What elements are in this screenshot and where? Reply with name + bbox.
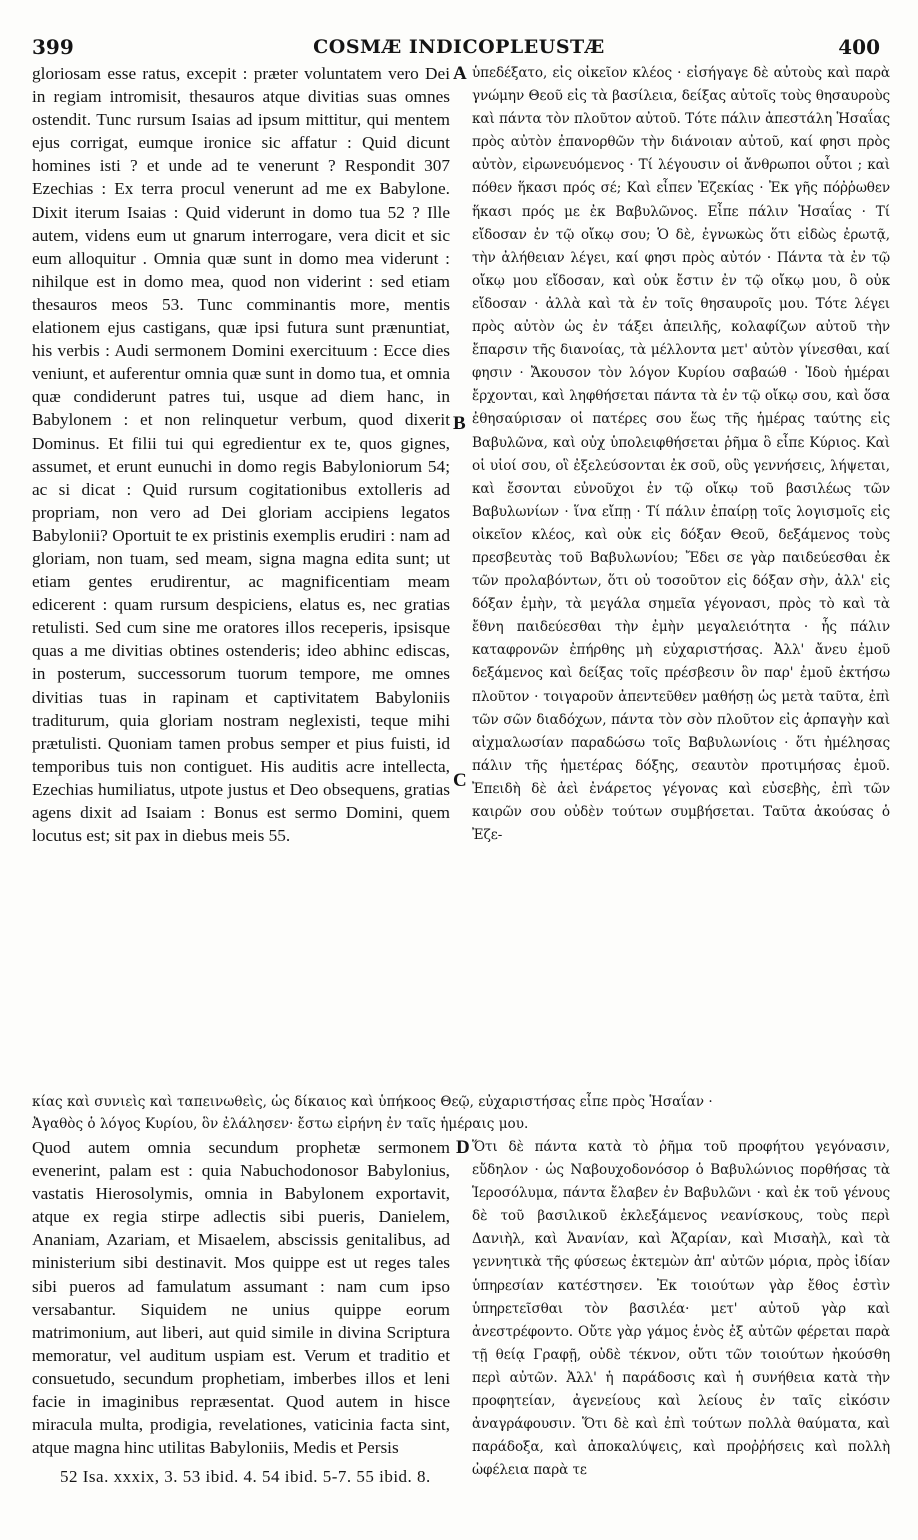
greek-spanning-line-2: Ἀγαθὸς ὁ λόγος Κυρίου, ὃν ἐλάλησεν· ἔστω εἰρήνη ἐν ταῖς ἡμέραις μου. — [32, 1116, 529, 1132]
greek-spanning-line-1: κίας καὶ συνιεὶς καὶ ταπεινωθεὶς, ὡς δίκαιος καὶ ὑπήκοος Θεῷ, εὐχαριστήσας εἶπε πρὸς Ἡσαΐαν · — [32, 1094, 713, 1110]
margin-letter-b: B — [453, 413, 466, 434]
latin-text-section-2: Quod autem omnia secundum prophetæ sermonem evenerint, palam est : quia Nabuchodonosor Babylonius, vastatis Hierosolymis, omnia in Babylonem exportavit, atque ex regia stirpe adlectis sibi pueris, Danielem, Ananiam, Azariam, et Misaelem, abscissis genitalibus, ad ministerium sibi destinavit. Mos quippe est ut reges tales sibi pueros ad famulatum assumant : nam cum ipso versabantur. Siquidem ne unius quippe eorum matrimonium, aut liberi, aut quid simile in divina Scriptura memoratur, vel auditum uspiam est. Verum et traditio et consuetudo, secundum prophetiam, imberbes illos et leni facie in imaginibus repræsentat. Quod autem in hisce miracula multa, prodigia, revelationes, vaticinia facta sint, atque magna hinc utilitas Babyloniis, Medis et Persis — [32, 1138, 450, 1458]
latin-column-section-2 — [32, 1136, 450, 1456]
greek-text-section-2: Ὅτι δὲ πάντα κατὰ τὸ ῥῆμα τοῦ προφήτου γεγόνασιν, εὔδηλον · ὡς Ναβουχοδονόσορ ὁ Βαβυλώνιος πορθήσας τὰ Ἱεροσόλυμα, πάντα ἔλαβεν ἐν Βαβυλῶνι · καὶ ἐκ τοῦ γένους δὲ τοῦ βασιλικοῦ ἐκλεξάμενος νεανίσκους, τοὺς περὶ Δανιὴλ, καὶ Ἀνανίαν, καὶ Ἀζαρίαν, καὶ Μισαὴλ, καὶ τὰ γεννητικὰ τῆς φύσεως ἐκτεμὼν ἀπ' αὐτῶν μόρια, πρὸς ἰδίαν ὑπηρεσίαν κατέστησεν. Ἐκ τοιούτων γὰρ ἔθος ἐστὶν ὑπηρετεῖσθαι τὸν βασιλέα· μετ' αὐτοῦ γὰρ καὶ ἀνεστρέφοντο. Οὔτε γὰρ γάμος ἑνὸς ἐξ αὐτῶν φέρεται παρὰ τῇ θείᾳ Γραφῇ, οὐδὲ τέκνον, οὔτι τῶν τοιούτων ἠκούσθη περὶ αὐτῶν. Ἀλλ' ἡ παράδοσις καὶ ἡ συνήθεια κατὰ τὴν προφητείαν, ἀγενείους καὶ λείους ἐν ταῖς εἰκόσιν ἀναγράφουσιν. Ὅτι δὲ καὶ ἐπὶ τούτων πολλὰ θαύματα, καὶ παράδοξα, καὶ ἀποκαλύψεις, καὶ προῤῥήσεις καὶ πολλὴ ὠφέλεια παρὰ τε — [472, 1139, 890, 1479]
right-column-number: 400 — [838, 35, 880, 59]
left-column-number: 399 — [32, 35, 74, 59]
greek-text-section-1: ὑπεδέξατο, εἰς οἰκεῖον κλέος · εἰσήγαγε δὲ αὐτοὺς καὶ παρὰ γνώμην Θεοῦ εἰς τὰ βασίλεια, δείξας αὐτοῖς τοὺς θησαυροὺς καὶ πάντα τὸν πλοῦτον αὐτοῦ. Τότε πάλιν ἀπεστάλη Ἡσαΐας πρὸς αὐτὸν ἐπανορθῶν τὴν διάνοιαν αὐτοῦ, καί φησι πρὸς αὐτὸν, εἰρωνευόμενος · Τί λέγουσιν οἱ ἄνθρωποι οὗτοι ; καὶ πόθεν ἥκασι πρός σέ; Καὶ εἶπεν Ἐζεκίας · Ἐκ γῆς πόῤῥωθεν ἥκασι πρός με ἐκ Βαβυλῶνος. Εἶπε πάλιν Ἡσαΐας · Τί εἴδοσαν ἐν τῷ οἴκῳ σου; Ὁ δὲ, ἐγνωκὼς ὅτι εἰδὼς ἐρωτᾷ, τὴν ἀλήθειαν λέγει, καί φησι πρὸς αὐτόν · Πάντα τὰ ἐν τῷ οἴκῳ μου εἴδοσαν, καὶ οὐκ ἔστιν ἐν τῷ οἴκῳ μου, ὃ οὐκ εἴδοσαν · ἀλλὰ καὶ τὰ ἐν τοῖς θησαυροῖς μου. Τότε λέγει πρὸς αὐτὸν ὡς ἐν τάξει ἀπειλῆς, κολαφίζων αὐτοῦ τὴν ἔπαρσιν τῆς διανοίας, τὰ μέλλοντα μετ' αὐτὸν γίνεσθαι, καί φησιν · Ἄκουσον τὸν λόγον Κυρίου σαβαώθ · Ἰδοὺ ἡμέραι ἔρχονται, καὶ ληφθήσεται πάντα τὰ ἐν τῷ οἴκῳ σου, καὶ ὅσα ἐθησαύρισαν οἱ πατέρες σου ἕως τῆς ἡμέρας ταύτης εἰς Βαβυλῶνα, καὶ οὐχ ὑπολειφθήσεται ῥῆμα ὃ εἶπε Κύριος. Καὶ οἱ υἱοί σου, οἳ ἐξελεύσονται ἐκ σοῦ, οὓς γεννήσεις, λήψεται, καὶ ἔσονται εὐνοῦχοι ἐν τῷ οἴκῳ τοῦ βασιλέως τῶν Βαβυλωνίων · ἵνα εἴπῃ · Τί πάλιν ἐπαίρῃ τοῖς λογισμοῖς εἰς οἰκεῖον κλέος, καὶ οὐκ εἰς δόξαν Θεοῦ, δεξάμενος τοὺς πρεσβευτὰς τοῦ Βαβυλωνίου; Ἔδει σε γὰρ παιδεύεσθαι ἐκ τῶν προλαβόντων, ὅτι οὐ τοσοῦτον εἰς δόξαν σὴν, ἀλλ' εἰς δόξαν ἐμὴν, τὰ μεγάλα σημεῖα γέγονασι, πρὸς τὸ καὶ τὰ ἔθνη παιδεύεσθαι τὴν ἐμὴν μεγαλειότητα · ἧς πάλιν καταφρονῶν ἐπήρθης μὴ εὐχαριστήσας. Ἀλλ' ἄνευ ἐμοῦ δεξάμενος καὶ δείξας τοῖς πρέσβεσιν ὃν παρ' ἐμοῦ ἐκτήσω πλοῦτον · τοιγαροῦν ἀπεντεῦθεν μαθήσῃ ὡς μετὰ ταῦτα, ἐπὶ τῶν σῶν διαδόχων, πάντα τὸν σὸν πλοῦτον εἰς ἁρπαγὴν καὶ αἰχμαλωσίαν παραδώσω τοῖς Βαβυλωνίοις · ὅτι ἠμέλησας πάλιν τῆς ἡμετέρας δόξης, σεαυτὸν προτιμήσας ἐμοῦ. Ἐπειδὴ δὲ ἀεὶ ἐνάρετος γέγονας καὶ εὐσεβὴς, ἐπὶ τῶν καιρῶν σου οὐδὲν τούτων συμβήσεται. Ταῦτα ἀκούσας ὁ Ἐζε- — [472, 65, 890, 844]
margin-letter-a: A — [453, 63, 467, 84]
footnotes: 52 Isa. xxxix, 3. 53 ibid. 4. 54 ibid. 5-7. 55 ibid. 8. — [60, 1467, 431, 1486]
latin-text-section-1: gloriosam esse ratus, excepit : præter voluntatem vero Dei in regiam intromisit, thesauros atque divitias suas omnes ostendit. Tunc rursum Isaias ad ipsum mittitur, qui mentem ejus corrigat, eumque ironice sic affatur : Quid dicunt homines isti ? et unde ad te venerunt ? Respondit 307 Ezechias : Ex terra procul venerunt ad me ex Babylone. Dixit iterum Isaias : Quid viderunt in domo tua 52 ? Ille autem, videns eum ut gnarum interrogare, vera dicit et sic eum alloquitur . Omnia quæ sunt in domo mea viderunt : nihilque est in domo mea, quod non viderint : sed etiam thesauros meos 53. Tunc comminantis more, mentis elationem ejus castigans, quæ ipsi futura sunt prænuntiat, his verbis : Audi sermonem Domini exercituum : Ecce dies veniunt, et auferentur omnia quæ sunt in domo tua, et omnia quæ condiderunt patres tui, usque ad diem hanc, in Babylonem : et non relinquetur verbum, quod dixerit Dominus. Et filii tui qui egredientur ex te, quos gignes, assumet, et erunt eunuchi in domo regis Babyloniorum 54; ac si dicat : Quid rursum cogitationibus extolleris ad propriam, non vero ad Dei gloriam accipiens legatos Babylonii? Oportuit te ex pristinis exemplis erudiri : nam ad gloriam, non tuam, sed meam, signa magna edita sunt; ut etiam gentes erudirentur, ac magnificentiam meam edicerent : quam rursum despiciens, elatus es, nec gratias retulisti. Sed cum sine me oratores illos receperis, ipsisque quas a me divitias obtines ostenderis; ideo abhinc ediscas, in posterum, successorum tuorum tempore, me omnes divitias tuas in rapinam et captivitatem Babyloniis traditurum, quia gloriam nostram neglexisti, teque mihi prætulisti. Quoniam tamen probus semper et pius fuisti, id temporibus tuis non contiguet. His auditis acre intellecta, Ezechias humiliatus, utpote justus et Deo obsequens, gratias agens dixit ad Isaiam : Bonus est sermo Domini, quem locutus est; sit pax in diebus meis 55. — [32, 64, 450, 846]
latin-column-section-1 — [32, 62, 450, 1092]
greek-column-section-1 — [472, 62, 890, 1092]
margin-letter-c: C — [453, 770, 467, 791]
greek-column-section-2 — [472, 1136, 890, 1479]
margin-letter-d: D — [456, 1137, 470, 1158]
running-title: COSMÆ INDICOPLEUSTÆ — [313, 36, 605, 58]
